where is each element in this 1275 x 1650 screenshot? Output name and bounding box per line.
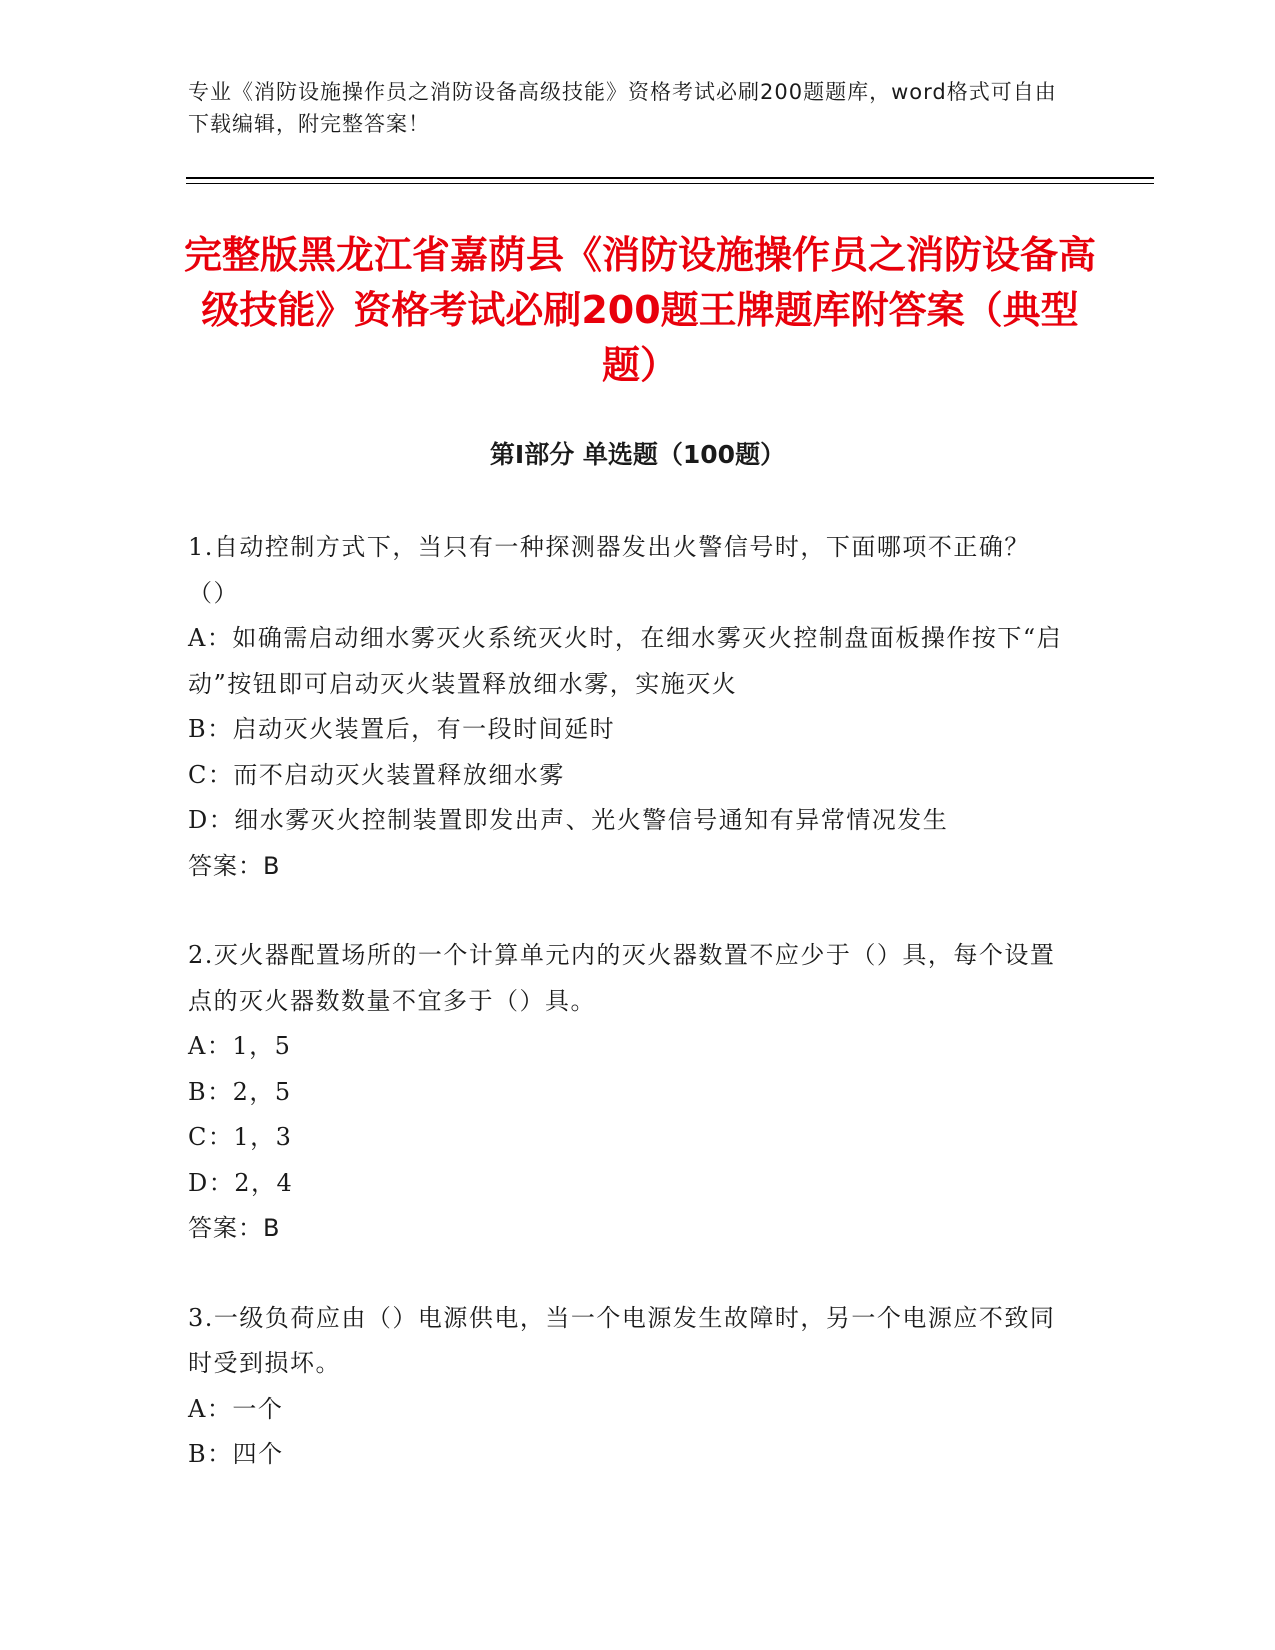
question-text: 1.自动控制方式下，当只有一种探测器发出火警信号时，下面哪项不正确？（） — [188, 533, 1030, 607]
question-1 — [188, 525, 1068, 889]
header-note: 专业《消防设施操作员之消防设备高级技能》资格考试必刷200题题库，word格式可自由下载编辑，附完整答案！ — [188, 80, 1057, 136]
option-d: D：2，4 — [188, 1168, 294, 1197]
document-title: 完整版黑龙江省嘉荫县《消防设施操作员之消防设备高级技能》资格考试必刷200题王牌题库附答案（典型题） — [183, 233, 1096, 387]
option-b: B：启动灭火装置后，有一段时间延时 — [188, 715, 616, 743]
option-d: D：细水雾灭火控制装置即发出声、光火警信号通知有异常情况发生 — [188, 806, 949, 834]
question-2 — [188, 933, 1068, 1252]
question-text: 2.灭火器配置场所的一个计算单元内的灭火器数置不应少于（）具，每个设置点的灭火器数数量不宜多于（）具。 — [188, 941, 1056, 1015]
option-a: A：如确需启动细水雾灭火系统灭火时，在细水雾灭火控制盘面板操作按下“启动”按钮即可启动灭火装置释放细水雾，实施灭火 — [188, 624, 1063, 698]
answer: 答案：B — [188, 851, 281, 880]
option-a: A：1，5 — [188, 1032, 292, 1060]
option-c: C：而不启动灭火装置释放细水雾 — [188, 760, 565, 789]
question-list — [188, 525, 1068, 1522]
header-divider-thick — [186, 177, 1154, 179]
answer: 答案：B — [188, 1214, 281, 1242]
option-b: B：2，5 — [188, 1077, 292, 1106]
header-divider-thin — [186, 183, 1154, 184]
option-c: C：1，3 — [188, 1123, 293, 1151]
option-a: A：一个 — [188, 1394, 284, 1423]
option-b: B：四个 — [188, 1440, 284, 1468]
question-3 — [188, 1296, 1068, 1478]
question-text: 3.一级负荷应由（）电源供电，当一个电源发生故障时，另一个电源应不致同时受到损坏。 — [188, 1303, 1056, 1377]
section-heading: 第Ⅰ部分 单选题（100题） — [489, 440, 786, 469]
